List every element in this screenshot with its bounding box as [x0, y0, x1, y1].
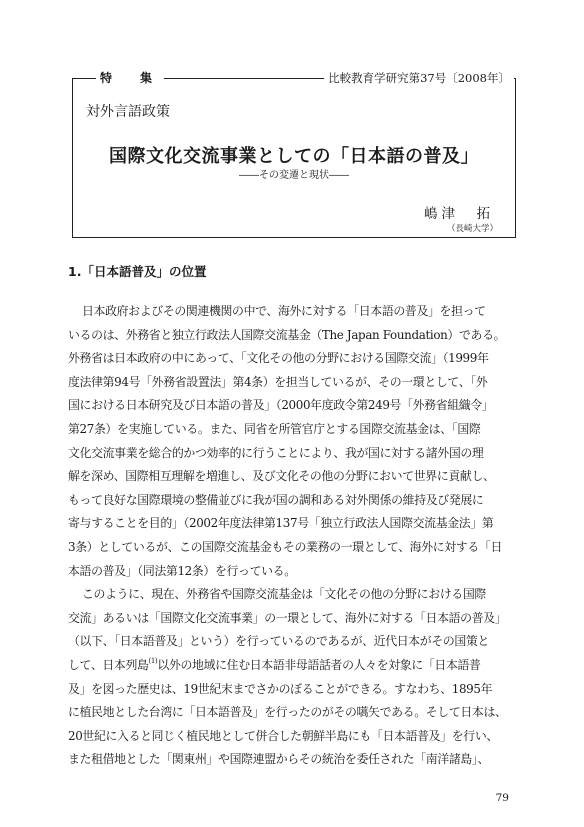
body-line: 3条）としているが、この国際交流基金もその業務の一環として、海外に対する「日: [68, 539, 502, 554]
body-line: 本語の普及」（同法第12条）を行っている。: [68, 563, 296, 578]
author-affiliation: （長崎大学）: [446, 224, 498, 234]
body-line: 度法律第94号「外務省設置法」第4条）を担当しているが、その一環として、「外: [68, 374, 488, 389]
body-line: 解を深め、国際相互理解を増進し、及び文化その他の分野において世界に貢献し、: [68, 469, 495, 484]
body-line-with-footnote: [68, 654, 520, 678]
body-line: 寄与することを目的」（2002年度法律第137号「独立行政法人国際交流基金法」第: [68, 516, 494, 531]
article-category: 対外言語政策: [86, 104, 170, 120]
body-line: 国における日本研究及び日本語の普及」（2000年度政令第249号「外務省組織令」: [68, 398, 494, 413]
body-text: [68, 300, 520, 772]
body-line: 日本政府およびその関連機関の中で、海外に対する「日本語の普及」を担って: [82, 304, 486, 318]
author-name: 嶋津 拓: [424, 206, 494, 222]
journal-citation: 比較教育学研究第37号〔2008年〕: [324, 70, 514, 86]
body-line: いるのは、外務省と独立行政法人国際交流基金（The Japan Foundation）である。: [68, 327, 506, 342]
body-line: また租借地とした「関東州」や国際連盟からその統治を委任された「南洋諸島」、: [68, 752, 490, 767]
body-line: このように、現在、外務省や国際交流基金は「文化その他の分野における国際: [82, 587, 486, 602]
body-line: に植民地とした台湾に「日本語普及」を行ったのがその嚆矢である。そして日本は、: [68, 705, 507, 720]
body-line: 20世紀に入ると同じく植民地として併合した朝鮮半島にも「日本語普及」を行い、: [68, 728, 498, 743]
body-line: （以下、「日本語普及」という）を行っているのであるが、近代日本がその国策と: [68, 634, 490, 649]
page-number: 79: [495, 792, 509, 804]
body-line: 外務省は日本政府の中にあって、「文化その他の分野における国際交流」（1999年: [68, 351, 489, 366]
section-heading: 1.「日本語普及」の位置: [68, 264, 207, 279]
body-line: 第27条）を実施している。また、同省を所管官庁とする国際交流基金は、「国際: [68, 421, 481, 436]
body-line: 交流」あるいは「国際文化交流事業」の一環として、海外に対する「日本語の普及」: [68, 610, 507, 625]
body-line: 文化交流事業を総合的かつ効率的に行うことにより、我が国に対する諸外国の理: [68, 445, 484, 460]
special-feature-label: 特 集: [96, 70, 164, 86]
body-line: 及」を図った歴史は、19世紀末までさかのぼることができる。すなわち、1895年: [68, 681, 493, 696]
footnote-marker[interactable]: (1): [148, 656, 158, 665]
body-line-part: して、日本列島: [68, 657, 149, 672]
body-line-part: 以外の地域に住む日本語非母語話者の人々を対象に「日本語普: [157, 657, 481, 672]
body-line: もって良好な国際環境の整備並びに我が国の調和ある対外関係の維持及び発展に: [68, 492, 484, 507]
article-title: 国際文化交流事業としての「日本語の普及」: [109, 146, 479, 167]
article-subtitle: ――その変遷と現状――: [239, 170, 349, 181]
